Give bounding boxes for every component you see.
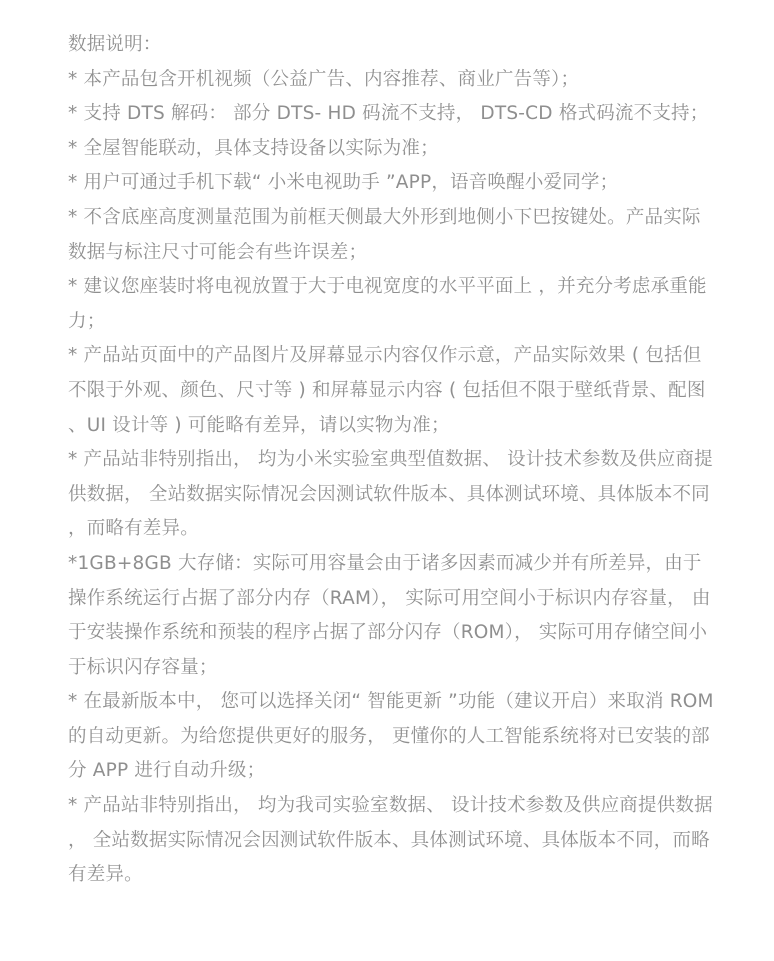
- note-installation: * 建议您座装时将电视放置于大于电视宽度的水平平面上 ，并充分考虑承重能力；: [68, 276, 707, 332]
- note-smart-home: * 全屋智能联动，具体支持设备以实际为准；: [68, 137, 439, 159]
- note-product-images: * 产品站页面中的产品图片及屏幕显示内容仅作示意，产品实际效果 ( 包括但不限于外观、颜色、尺寸等 ) 和屏幕显示内容 ( 包括但不限于壁纸背景、配图、UI 设计等 ) 可能略有差异，请以实物为准；: [68, 345, 706, 436]
- note-lab-data: * 产品站非特别指出， 均为小米实验室典型值数据、 设计技术参数及供应商提供数据， 全站数据实际情况会因测试软件版本、具体测试环境、具体版本不同，而略有差异。: [68, 449, 713, 540]
- note-auto-update: * 在最新版本中， 您可以选择关闭“ 智能更新 ”功能（建议开启）来取消 ROM 的自动更新。为给您提供更好的服务， 更懂你的人工智能系统将对已安装的部分 APP 进行自动升级；: [68, 691, 714, 782]
- note-voice-assistant: * 用户可通过手机下载“ 小米电视助手 ”APP，语音唤醒小爱同学；: [68, 172, 619, 194]
- note-storage: *1GB+8GB 大存储：实际可用容量会由于诸多因素而减少并有所差异，由于操作系统运行占据了部分内存（RAM）， 实际可用空间小于标识内存容量， 由于安装操作系统和预装的程序占据了部分闪存（ROM）， 实际可用存储空间小于标识闪存容量；: [68, 552, 711, 678]
- note-dts-decoding: * 支持 DTS 解码： 部分 DTS- HD 码流不支持， DTS-CD 格式码流不支持；: [68, 103, 709, 125]
- note-lab-data-company: * 产品站非特别指出， 均为我司实验室数据、 设计技术参数及供应商提供数据， 全站数据实际情况会因测试软件版本、具体测试环境、具体版本不同，而略有差异。: [68, 795, 713, 886]
- note-boot-video: * 本产品包含开机视频（公益广告、内容推荐、商业广告等）；: [68, 68, 580, 90]
- note-height-measurement: * 不含底座高度测量范围为前框天侧最大外形到地侧小下巴按键处。产品实际数据与标注尺寸可能会有些许误差；: [68, 206, 701, 263]
- notes-heading: 数据说明：: [68, 34, 162, 55]
- data-notes-section: [68, 28, 718, 893]
